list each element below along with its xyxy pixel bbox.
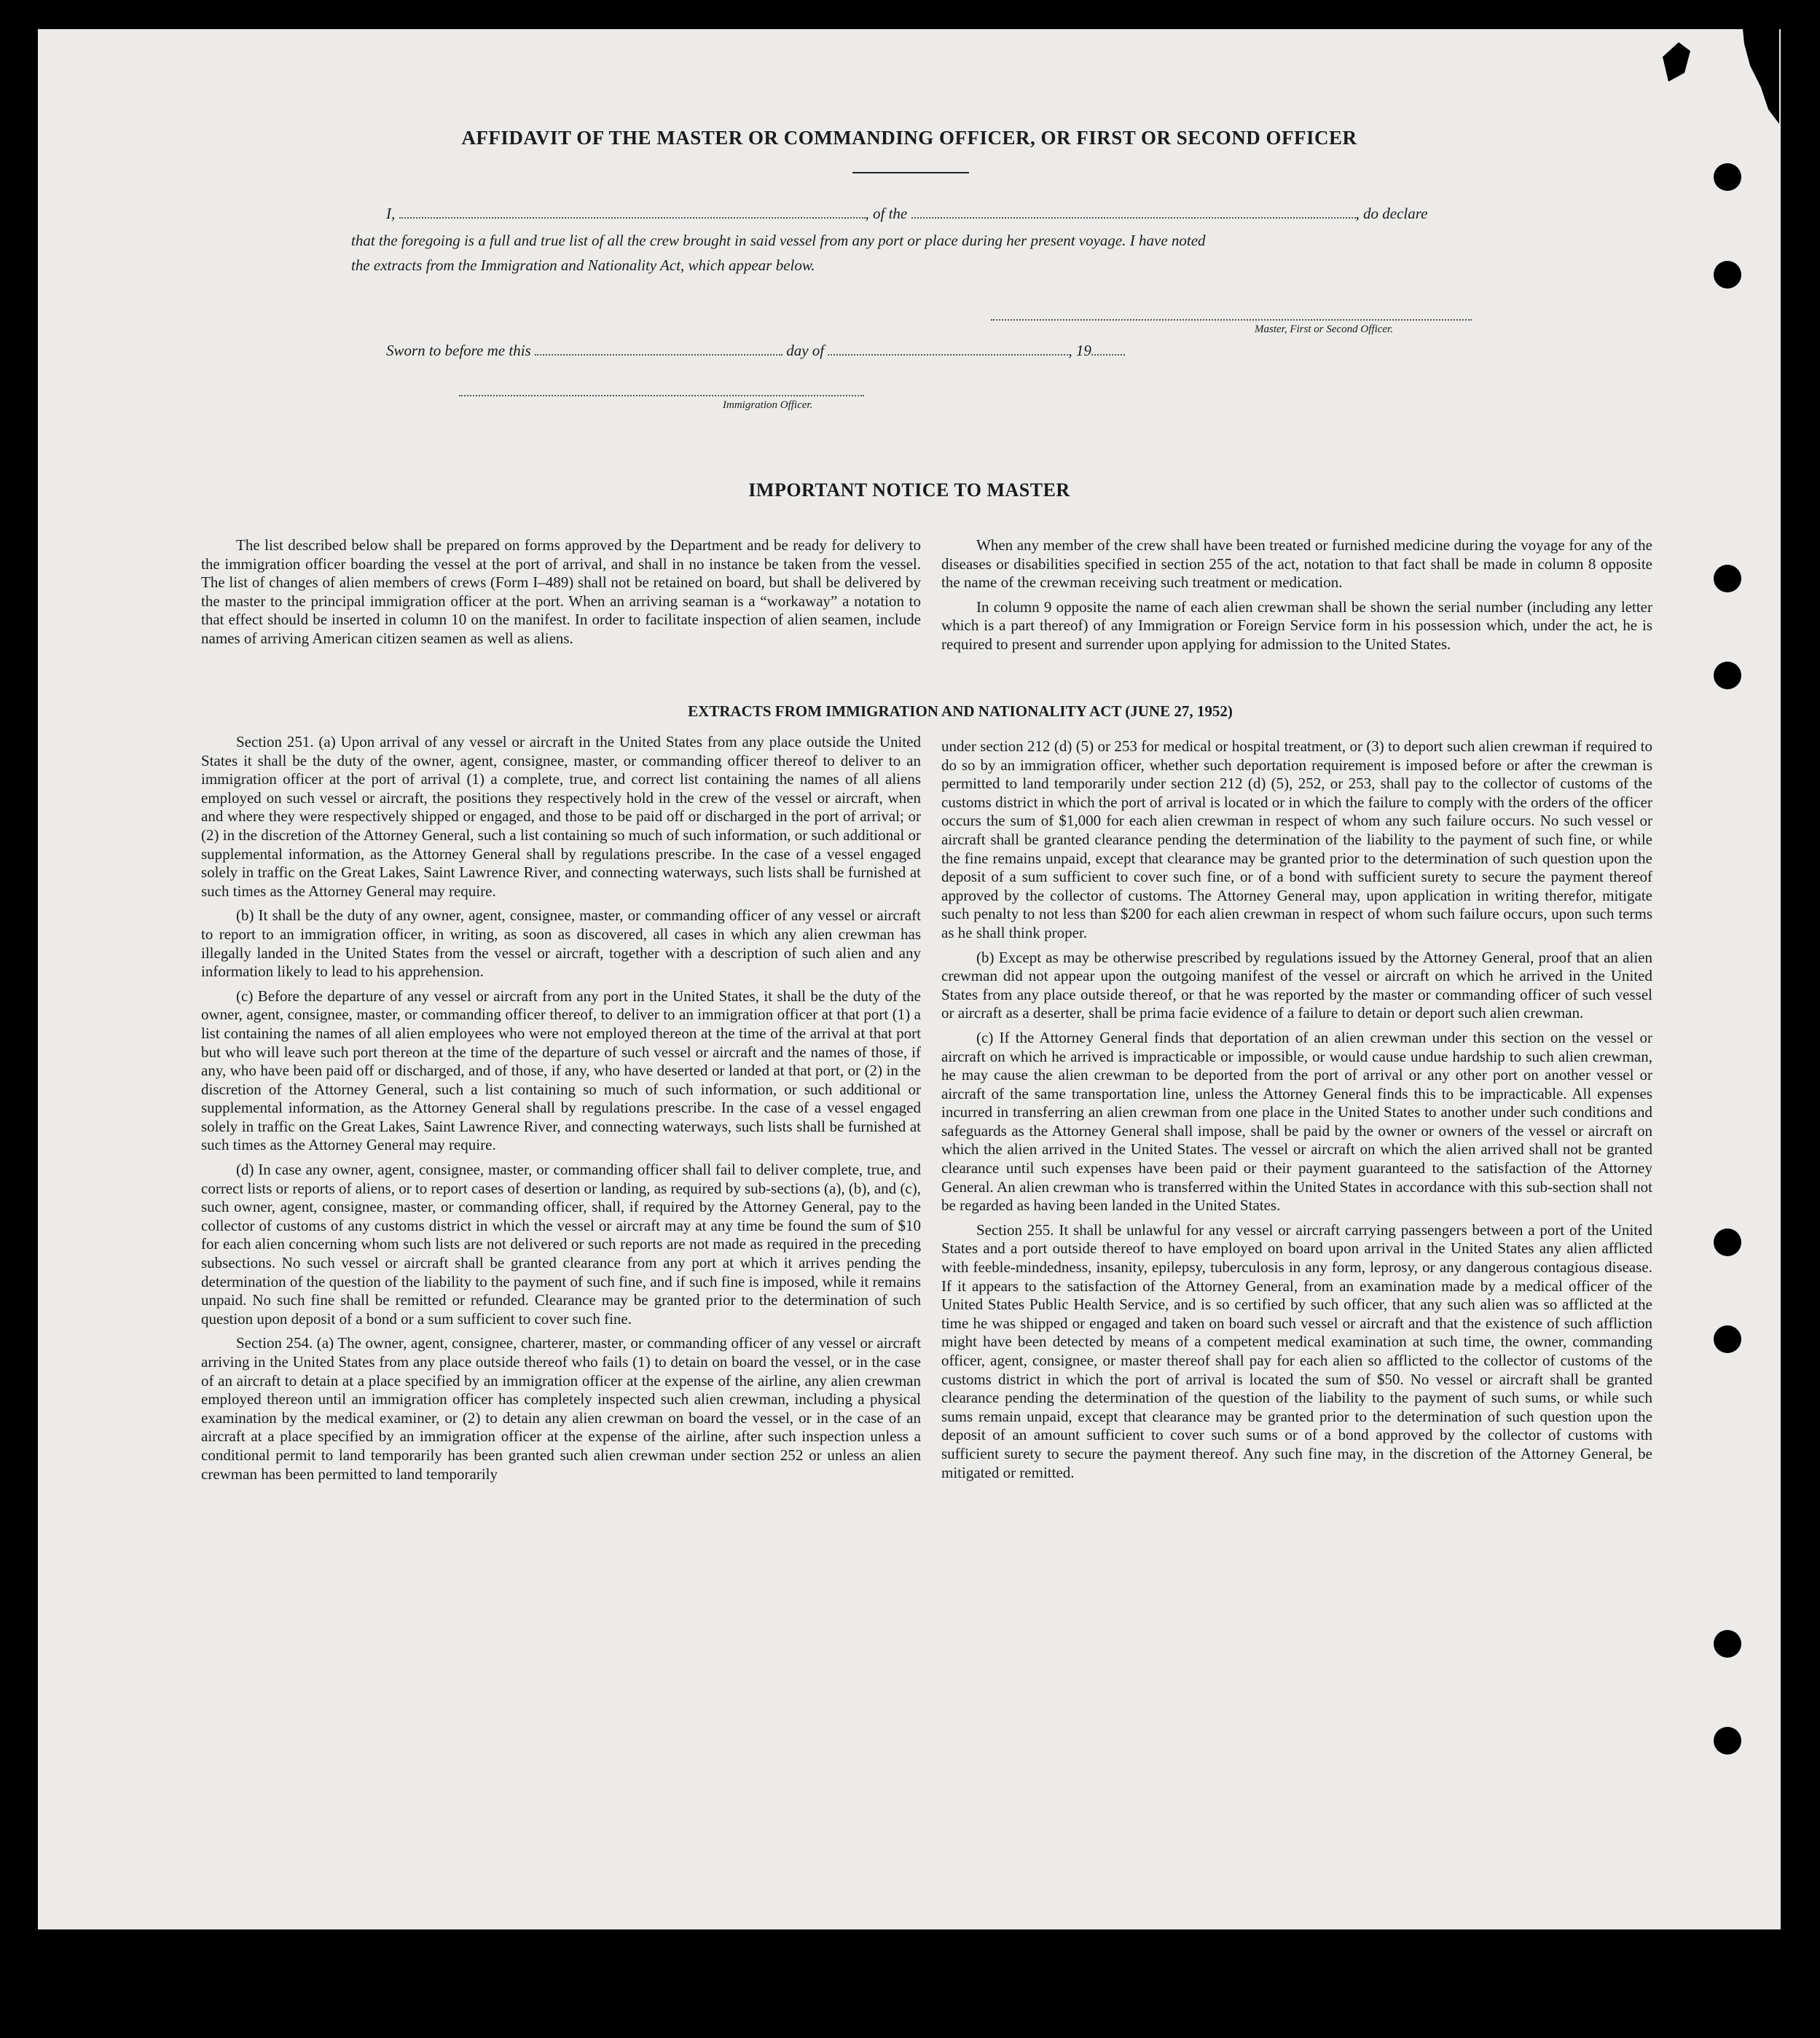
- section-251-b: (b) It shall be the duty of any owner, agent, consignee, master, or commanding officer of any vessel or aircraft to report to an immigration officer, in writing, as soon as discovered, all cases in which any alien crewman has illegally landed in the United States from the vessel or aircraft, together with a description of such alien and any information likely to lead to his apprehension.: [201, 906, 921, 981]
- day-of-label: day of: [786, 342, 825, 359]
- sworn-label: Sworn to before me this: [386, 342, 531, 359]
- sworn-year-field[interactable]: [1091, 341, 1125, 356]
- document-page: [38, 29, 1781, 1929]
- extracts-title: EXTRACTS FROM IMMIGRATION AND NATIONALITY ACT (JUNE 27, 1952): [688, 702, 1233, 720]
- declarant-prefix: I,: [386, 205, 396, 222]
- notice-left-text: The list described below shall be prepared on forms approved by the Department and be ready for delivery to the immigration officer boarding the vessel at the port of arrival, and shall in no instance be taken from the vessel. The list of changes of alien members of crews (Form I–489) shall not be retained on board, but shall be delivered by the master to the principal immigration officer at the port. When an arriving seaman is a “workaway” a notation to that effect should be inserted in column 10 on the manifest. In order to facilitate inspection of alien seamen, include names of arriving American citizen seamen as well as aliens.: [201, 536, 921, 647]
- section-254-a-cont: under section 212 (d) (5) or 253 for medical or hospital treatment, or (3) to deport such alien crewman if required to do so by an immigration officer, whether such deportation requirement is imposed before or after the crewman is permitted to land temporarily under section 212 (d) (5), 252, or 253, shall pay to the collector of customs of the customs district in which the port of arrival is located or in which the failure to comply with the orders of the officer occurs the sum of $1,000 for each alien crewman in respect of whom any such failure occurs. No such vessel or aircraft shall be granted clearance pending the determination of the liability to the payment of such fine, or while the fine remains unpaid, except that clearance may be granted prior to the determination of such question upon the deposit of a sum sufficient to cover such fine, or of a bond with sufficient surety to secure the payment thereof approved by the collector of customs. The Attorney General may, upon application in writing therefor, mitigate such penalty to not less than $200 for each alien crewman in respect of whom such failure occurs, upon such terms as he shall think proper.: [941, 737, 1652, 941]
- officer-signature-label: Immigration Officer.: [723, 399, 813, 411]
- punch-hole: [1714, 1325, 1741, 1353]
- master-signature-line[interactable]: [991, 319, 1472, 321]
- sworn-month-field[interactable]: [828, 341, 1068, 356]
- declaration-line-1: [386, 204, 1427, 223]
- notice-right-column: [941, 536, 1652, 660]
- notice-left-column: [201, 536, 921, 654]
- affidavit-title: AFFIDAVIT OF THE MASTER OR COMMANDING OFFICER, OR FIRST OR SECOND OFFICER: [461, 127, 1357, 149]
- section-254-c: (c) If the Attorney General finds that deportation of an alien crewman under this section on the vessel or aircraft on which he arrived is impracticable or impossible, or would cause undue hardship to such alien crewman, he may cause the alien crewman to be deported from the port of arrival or any other port on another vessel or aircraft of the same transportation line, unless the Attorney General finds this to be impracticable. All expenses incurred in transferring an alien crewman from one place in the United States to another under such conditions and safeguards as the Attorney General shall impose, shall be paid by the owner or owners of the vessel or aircraft on which the alien arrived in the United States. The vessel or aircraft on which the alien arrived shall not be granted clearance until such expenses have been paid or their payment guaranteed to the satisfaction of the Attorney General. An alien crewman who is transferred within the United States in accordance with this sub-section shall not be regarded as having been landed in the United States.: [941, 1028, 1652, 1215]
- of-the-label: , of the: [865, 205, 908, 222]
- punch-hole: [1714, 662, 1741, 689]
- punch-hole: [1714, 1727, 1741, 1755]
- declaration-line-2: that the foregoing is a full and true list of all the crew brought in said vessel from any port or place during her present voyage. I have noted: [351, 232, 1206, 249]
- extracts-right-column: [941, 737, 1652, 1488]
- declaration-line-3: the extracts from the Immigration and Nationality Act, which appear below.: [351, 256, 815, 274]
- sworn-day-field[interactable]: [535, 341, 782, 356]
- section-254-b: (b) Except as may be otherwise prescribed by regulations issued by the Attorney General, proof that an alien crewman did not appear upon the outgoing manifest of the vessel or aircraft on which he arrived in the United States from any place outside thereof, or that he was reported by the master or commanding officer of such vessel or aircraft as a deserter, shall be prima facie evidence of a failure to detain or deport such alien crewman.: [941, 948, 1652, 1022]
- notice-right-para-2: In column 9 opposite the name of each alien crewman shall be shown the serial number (including any letter which is a part thereof) of any Immigration or Foreign Service form in his possession which, under the act, he is required to present and surrender upon applying for admission to the United States.: [941, 597, 1652, 653]
- section-255: Section 255. It shall be unlawful for any vessel or aircraft carrying passengers between a port of the United States and a port outside thereof to have employed on board upon arrival in the United States any alien afflicted with feeble-mindedness, insanity, epilepsy, tuberculosis in any form, leprosy, or any dangerous contagious disease. If it appears to the satisfaction of the Attorney General, from an examination made by a medical officer of the United States Public Health Service, and is so certified by such officer, that any such alien was so afflicted at the time he was shipped or engaged and taken on board such vessel or aircraft and that the existence of such affliction might have been detected by means of a competent medical examination at such time, the owner, commanding officer, agent, consignee, or master thereof shall pay for each alien so afflicted to the collector of customs of the customs district in which the port of arrival is located the sum of $50. No vessel or aircraft shall be granted clearance pending the determination of the question of the liability to the payment of such sums, or while such sums remain unpaid, except that clearance may be granted prior to the determination of such question upon the deposit of an amount sufficient to cover such sums or of a bond approved by the collector of customs with sufficient surety to secure the payment thereof. Any such fine may, in the discretion of the Attorney General, be mitigated or remitted.: [941, 1220, 1652, 1481]
- torn-corner: [1633, 29, 1779, 124]
- section-254-a: Section 254. (a) The owner, agent, consignee, charterer, master, or commanding officer of any vessel or aircraft arriving in the United States from any place outside thereof who fails (1) to detain on board the vessel, or in the case of an aircraft to detain at a place specified by an immigration officer at the expense of the airline, any alien crewman employed thereon until an immigration officer has completely inspected such alien crewman, including a physical examination by the medical examiner, or (2) to detain any alien crewman on board the vessel, or in the case of an aircraft at a place specified by an immigration officer at the expense of the airline, after such inspection unless a conditional permit to land temporarily has been granted such alien crewman under section 252 or unless an alien crewman has been permitted to land temporarily: [201, 1334, 921, 1483]
- punch-hole: [1714, 565, 1741, 592]
- notice-right-para-1: When any member of the crew shall have been treated or furnished medicine during the voyage for any of the diseases or disabilities specified in section 255 of the act, notation to that fact shall be made in column 8 opposite the name of the crewman receiving such treatment or medication.: [941, 536, 1652, 592]
- punch-hole: [1714, 1228, 1741, 1256]
- punch-hole: [1714, 261, 1741, 289]
- officer-signature-line[interactable]: [459, 395, 864, 396]
- punch-hole: [1714, 163, 1741, 191]
- declare-label: , do declare: [1355, 205, 1428, 222]
- title-rule: [852, 172, 969, 173]
- vessel-field[interactable]: [911, 204, 1356, 219]
- year-label: , 19: [1068, 342, 1091, 359]
- sworn-line: [386, 341, 1125, 360]
- punch-hole: [1714, 1630, 1741, 1658]
- section-251-c: (c) Before the departure of any vessel or aircraft from any port in the United States, it shall be the duty of the owner, agent, consignee, master, or commanding officer thereof, to deliver to an immigration officer at that port (1) a list containing the names of all alien employees who were not employed thereon at the time of the arrival at that port but who will leave such port thereon at the time of the departure of such vessel or aircraft and the names of those, if any, who have been paid off or discharged, and of those, if any, who have deserted or landed at that port, or (2) in the discretion of the Attorney General, such a list containing so much of such information, or such additional or supplemental information, as the Attorney General shall by regulations prescribe. In the case of a vessel engaged solely in traffic on the Great Lakes, Saint Lawrence River, and connecting waterways, such lists shall be furnished at such times as the Attorney General may require.: [201, 987, 921, 1154]
- master-signature-label: Master, First or Second Officer.: [1255, 324, 1393, 335]
- section-251-d: (d) In case any owner, agent, consignee, master, or commanding officer shall fail to deliver complete, true, and correct lists or reports of aliens, or to report cases of desertion or landing, as required by sub-sections (a), (b), and (c), such owner, agent, consignee, master, or commanding officer, shall, if required by the Attorney General, pay to the collector of customs of any customs district in which the vessel or aircraft may at any time be found the sum of $10 for each alien concerning whom such lists are not delivered or such reports are not made as required in the preceding subsections. No such vessel or aircraft shall be granted clearance from any port at which it arrives pending the determination of the question of the liability to the payment of such fine, and if such fine is imposed, while it remains unpaid. No such fine shall be remitted or refunded. Clearance may be granted prior to the determination of such question upon deposit of a bond or a sum sufficient to cover such fine.: [201, 1161, 921, 1328]
- extracts-left-column: [201, 733, 921, 1489]
- name-field[interactable]: [399, 204, 866, 219]
- section-251-a: Section 251. (a) Upon arrival of any vessel or aircraft in the United States from any place outside the United States it shall be the duty of the owner, agent, consignee, master, or commanding officer thereof to deliver to an immigration officer at the port of arrival (1) a complete, true, and correct list containing the names of all aliens employed on such vessel or aircraft, the positions they respectively hold in the crew of the vessel or aircraft, when and where they were respectively shipped or engaged, and those to be paid off or discharged in the port of arrival; or (2) in the discretion of the Attorney General, such a list containing so much of such information, or such additional or supplemental information, as the Attorney General shall by regulations prescribe. In the case of a vessel engaged solely in traffic on the Great Lakes, Saint Lawrence River, and connecting waterways, such lists shall be furnished at such times as the Attorney General may require.: [201, 733, 921, 900]
- notice-title: IMPORTANT NOTICE TO MASTER: [748, 479, 1070, 501]
